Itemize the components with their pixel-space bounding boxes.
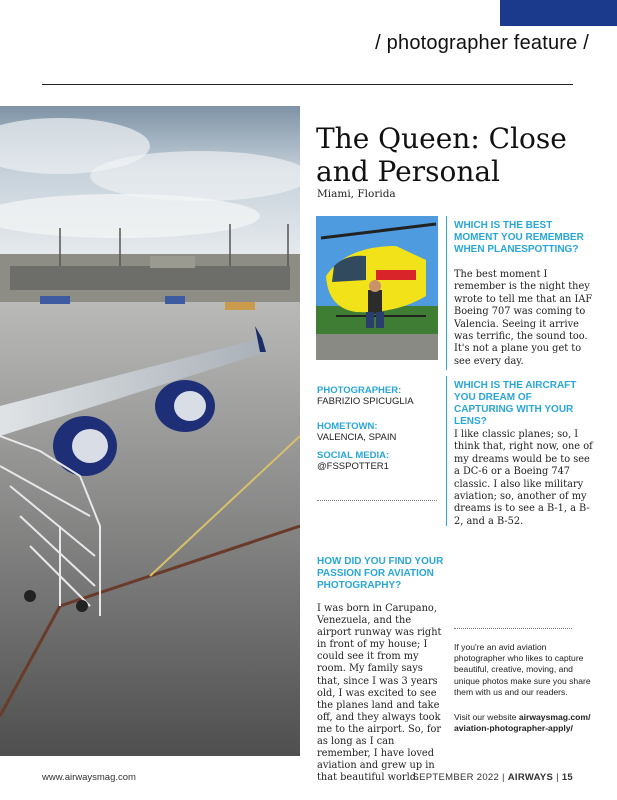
answer-dream-aircraft: I like classic planes; so, I think that, right now, one of my dreams would be to see a DC-6 or a Boeing 747 classic. I also like military aviation; so, another of my dreams is to see a B-1, a B-2, and a B-52.	[454, 429, 593, 527]
footer-page: 15	[561, 772, 573, 783]
sidebar-link[interactable]: airwaysmag.com/aviation-photographer-apply/	[454, 712, 591, 734]
brand-tab	[500, 0, 617, 26]
article-title-line2: and Personal	[316, 155, 500, 188]
social-media-value: @FSSPOTTER1	[317, 461, 389, 472]
section-heading: / photographer feature /	[375, 32, 589, 54]
photographer-value: FABRIZIO SPICUGLIA	[317, 396, 414, 407]
sidebar-text: If you're an avid aviation photographer who likes to capture beautiful, creative, moving, and unique photos make sure you share them with us and our readers.	[454, 642, 591, 697]
header-rule	[42, 84, 573, 85]
article-title	[316, 122, 606, 188]
profile-divider	[317, 500, 437, 501]
question-rule	[446, 376, 447, 526]
footer-date: SEPTEMBER 2022	[412, 772, 500, 783]
footer-sep: |	[502, 772, 508, 783]
footer-folio	[413, 772, 574, 783]
article-location: Miami, Florida	[317, 188, 396, 200]
sidebar-visit-prefix: Visit our website	[454, 712, 519, 722]
answer-best-moment: The best moment I remember is the night they wrote to tell me that an IAF Boeing 707 was coming to Valencia. Seeing it arrive was terrific, the sound too. It's not a plane you get to see every day.	[454, 269, 593, 367]
question-passion: HOW DID YOU FIND YOUR PASSION FOR AVIATION PHOTOGRAPHY?	[317, 556, 444, 591]
question-dream-aircraft: WHICH IS THE AIRCRAFT YOU DREAM OF CAPTURING WITH YOUR LENS?	[454, 380, 577, 427]
footer-website[interactable]: www.airwaysmag.com	[42, 772, 136, 783]
sidebar-visit	[454, 712, 594, 734]
question-rule	[446, 216, 447, 370]
footer-sep: |	[556, 772, 562, 783]
photographer-label: PHOTOGRAPHER:	[317, 385, 402, 396]
portrait-photo	[316, 216, 438, 360]
hometown-value: VALENCIA, SPAIN	[317, 432, 397, 443]
main-photo	[0, 106, 300, 756]
hometown-label: HOMETOWN:	[317, 421, 378, 432]
question-best-moment: WHICH IS THE BEST MOMENT YOU REMEMBER WHEN PLANESPOTTING?	[454, 220, 584, 255]
article-title-line1: The Queen: Close	[316, 122, 567, 155]
footer-magazine: AIRWAYS	[507, 772, 554, 783]
sidebar-divider	[454, 628, 572, 629]
social-media-label: SOCIAL MEDIA:	[317, 450, 390, 461]
answer-passion: I was born in Carupano, Venezuela, and the airport runway was right in front of my house; I could see it from my room. My family says that, since I was 3 years old, I was excited to see the planes land and take off, and they always took me to the airport. So, for as long as I can remember, I have loved aviation and grew up in that beautiful world.	[317, 603, 442, 784]
